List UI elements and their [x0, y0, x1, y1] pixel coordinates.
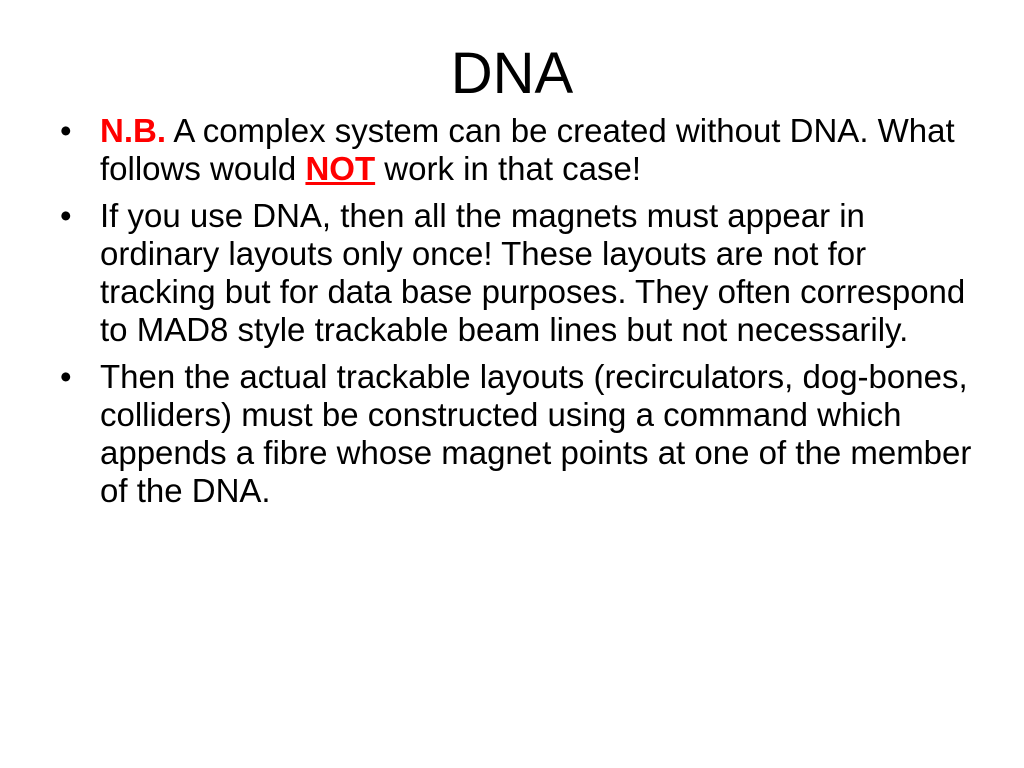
bullet-text-after: work in that case!	[375, 150, 642, 187]
bullet-icon: •	[60, 358, 72, 395]
bullet-text: If you use DNA, then all the magnets must appear in ordinary layouts only once! These layouts are not for tracking but for data base purposes. They often correspond to MAD8 style trackable beam lines but not necessarily.	[100, 197, 966, 348]
bullet-item-trackable-layouts	[60, 358, 980, 510]
not-emphasis: NOT	[305, 150, 376, 187]
nb-label: N.B.	[100, 112, 166, 149]
bullet-list	[60, 112, 980, 519]
bullet-icon: •	[60, 112, 72, 149]
bullet-item-dna-usage	[60, 197, 980, 349]
bullet-text-before: A complex system can be created without DNA. What follows would	[100, 112, 955, 187]
bullet-item-nb	[60, 112, 980, 188]
slide-title: DNA	[450, 41, 574, 106]
bullet-text: Then the actual trackable layouts (recirculators, dog-bones, colliders) must be constructed using a command which appends a fibre whose magnet points at one of the member of the DNA.	[100, 358, 972, 509]
bullet-icon: •	[60, 197, 72, 234]
